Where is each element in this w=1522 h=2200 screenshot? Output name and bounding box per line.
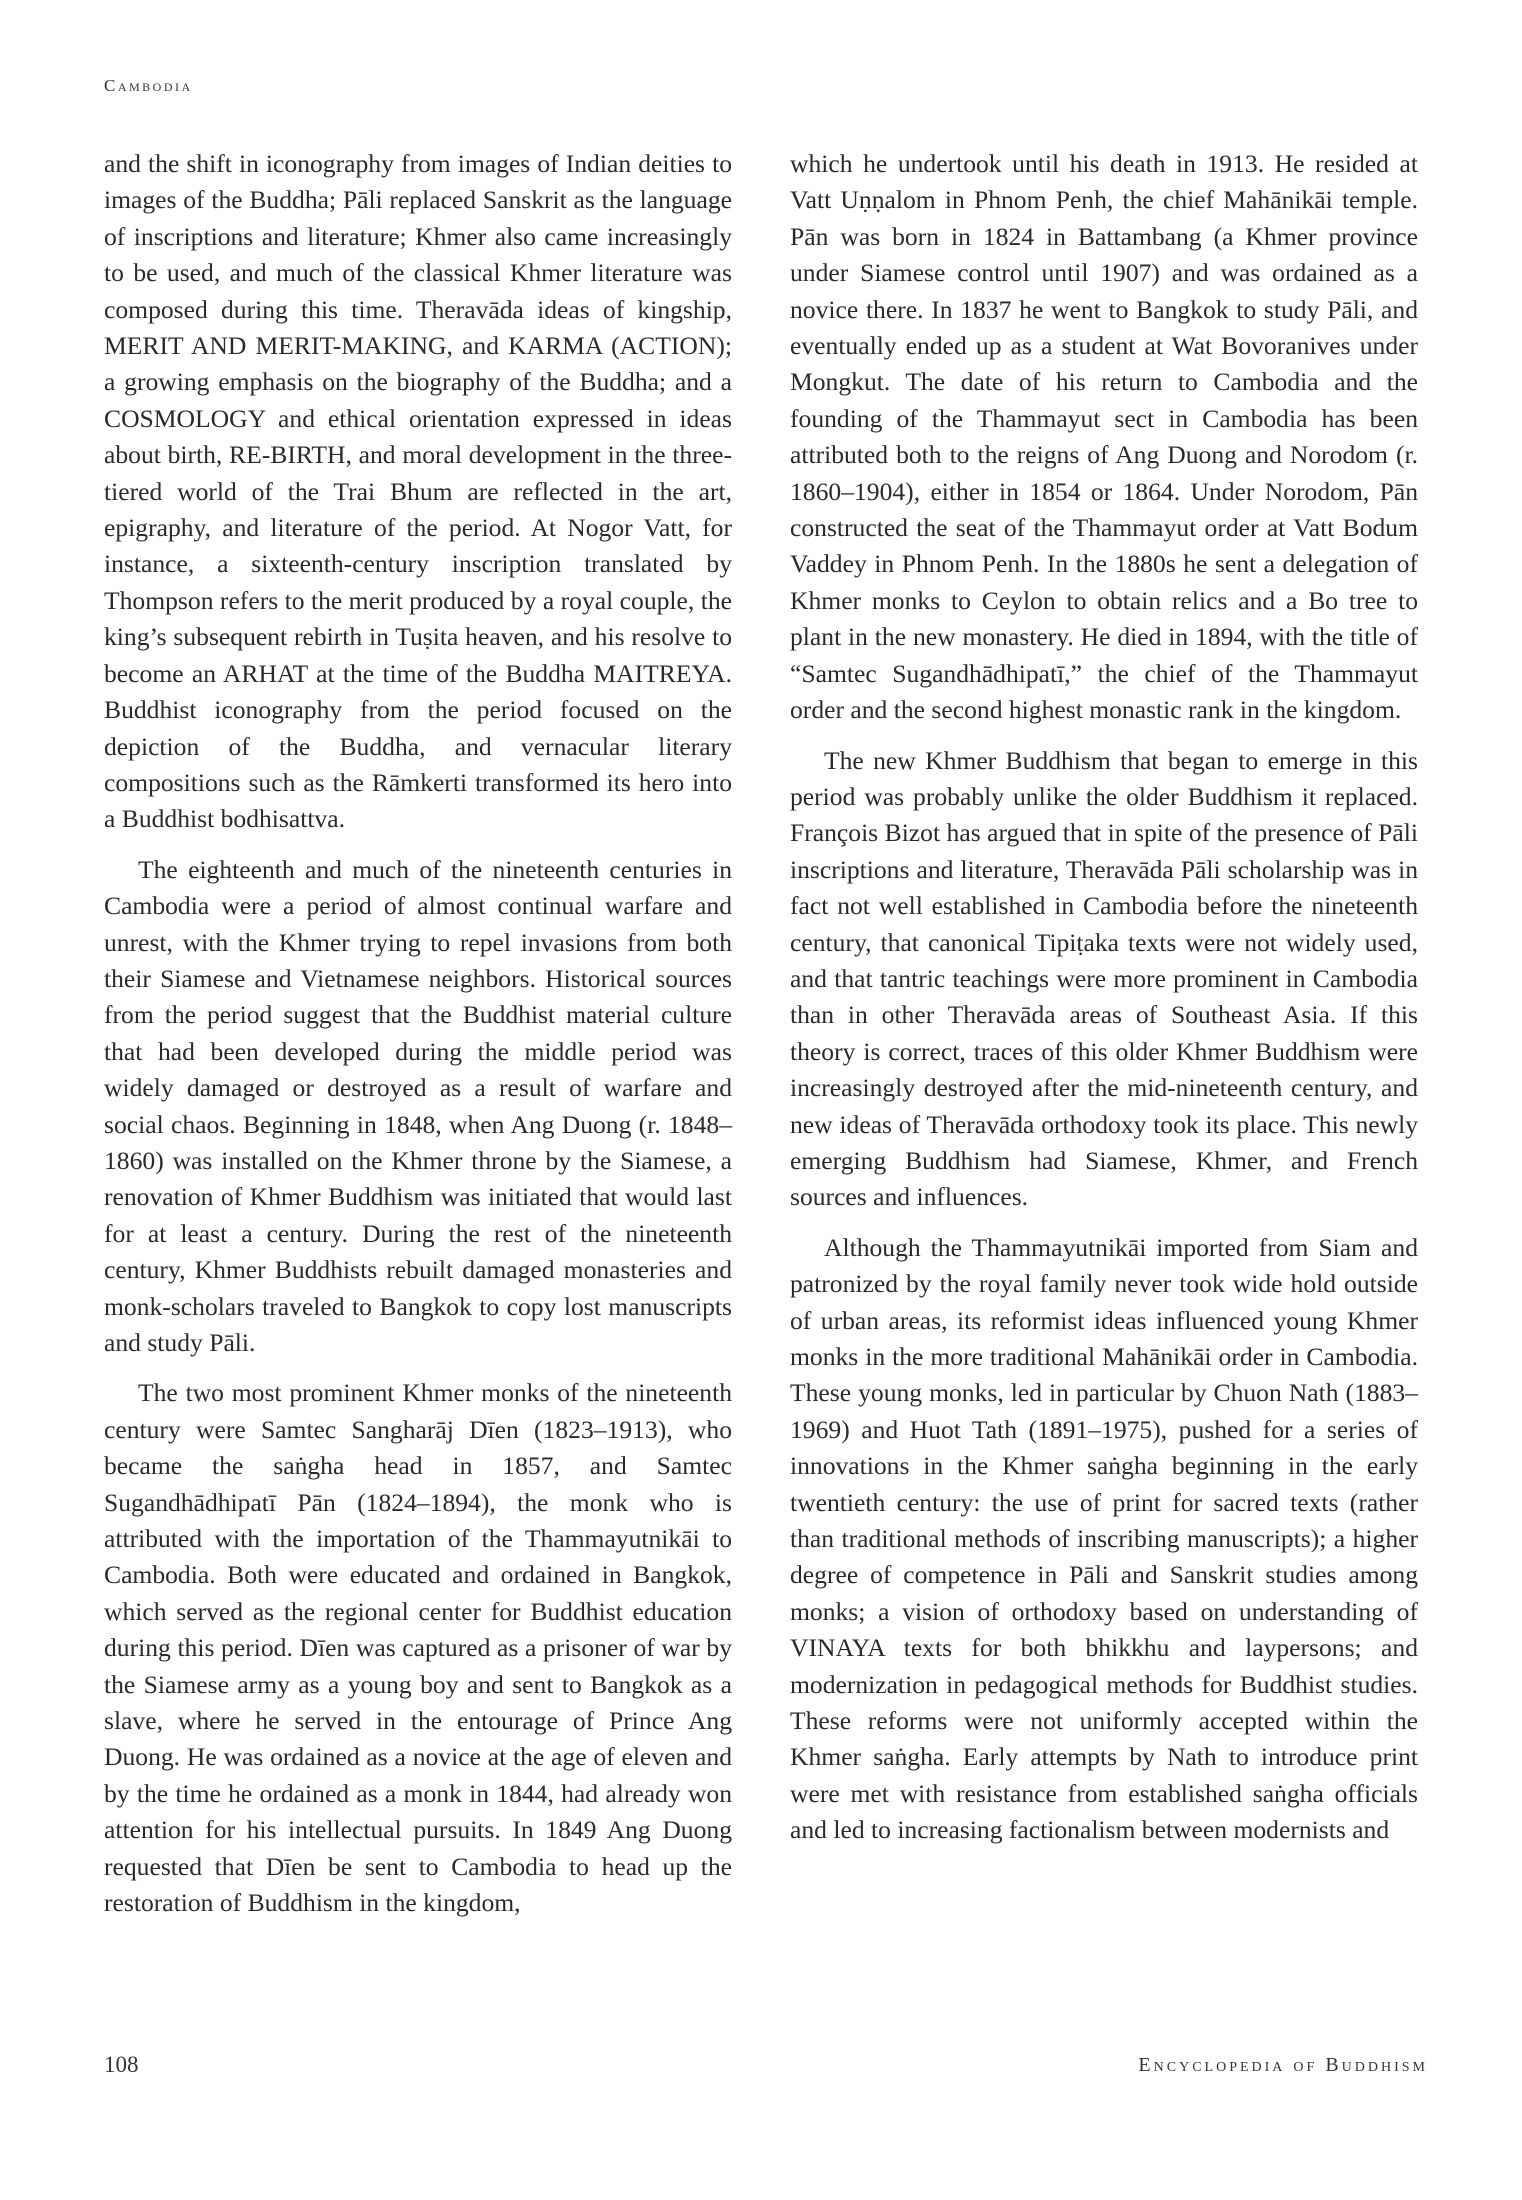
paragraph: The two most prominent Khmer monks of the nineteenth century were Samtec Sangharāj Dīen (1823–1913), who became the saṅgha head in 1857, and Samtec Sugandhādhipatī Pān (1824–1894), the monk who is attributed with the importation of the Thammayutnikāi to Cambodia. Both were educated and ordained in Bangkok, which served as the regional center for Buddhist education during this period. Dīen was captured as a prisoner of war by the Siamese army as a young boy and sent to Bangkok as a slave, where he served in the entourage of Prince Ang Duong. He was ordained as a novice at the age of eleven and by the time he ordained as a monk in 1844, had already won attention for his intellectual pursuits. In 1849 Ang Duong requested that Dīen be sent to Cambodia to head up the restoration of Buddhism in the kingdom, xyxy=(104,1378,732,1918)
page-number: 108 xyxy=(104,2052,139,2077)
paragraph: and the shift in iconography from images of Indian deities to images of the Buddha; Pāli replaced Sanskrit as the language of inscriptions and literature; Khmer also came increasingly to be used, and much of the classical Khmer literature was composed during this time. Theravāda ideas of kingship, MERIT AND MERIT-MAKING, and KARMA (ACTION); a growing emphasis on the biography of the Buddha; and a COSMOLOGY and ethical orientation expressed in ideas about birth, RE-BIRTH, and moral development in the three-tiered world of the Trai Bhum are reflected in the art, epigraphy, and literature of the period. At Nogor Vatt, for instance, a sixteenth-century inscription translated by Thompson refers to the merit produced by a royal couple, the king’s subsequent rebirth in Tuṣita heaven, and his resolve to become an ARHAT at the time of the Buddha MAITREYA. Buddhist iconography from the period focused on the depiction of the Buddha, and vernacular literary compositions such as the Rāmkerti transformed its hero into a Buddhist bodhisattva. xyxy=(104,149,732,834)
paragraph: which he undertook until his death in 1913. He resided at Vatt Uṇṇalom in Phnom Penh, the chief Mahānikāi temple. Pān was born in 1824 in Battambang (a Khmer province under Siamese control until 1907) and was ordained as a novice there. In 1837 he went to Bangkok to study Pāli, and eventually ended up as a student at Wat Bovoranives under Mongkut. The date of his return to Cambodia and the founding of the Thammayut sect in Cambodia has been attributed both to the reigns of Ang Duong and Norodom (r. 1860–1904), either in 1854 or 1864. Under Norodom, Pān constructed the seat of the Thammayut order at Vatt Bodum Vaddey in Phnom Penh. In the 1880s he sent a delegation of Khmer monks to Ceylon to obtain relics and a Bo tree to plant in the new monastery. He died in 1894, with the title of “Samtec Sugandhādhipatī,” the chief of the Thammayut order and the second highest monastic rank in the kingdom. xyxy=(790,149,1418,725)
running-head: Cambodia xyxy=(104,76,193,95)
paragraph: The eighteenth and much of the nineteenth centuries in Cambodia were a period of almost continual warfare and unrest, with the Khmer trying to repel invasions from both their Siamese and Vietnamese neighbors. Historical sources from the period suggest that the Buddhist material culture that had been developed during the middle period was widely damaged or destroyed as a result of warfare and social chaos. Beginning in 1848, when Ang Duong (r. 1848–1860) was installed on the Khmer throne by the Siamese, a renovation of Khmer Buddhism was initiated that would last for at least a century. During the rest of the nineteenth century, Khmer Buddhists rebuilt damaged monasteries and monk-scholars traveled to Bangkok to copy lost manuscripts and study Pāli. xyxy=(104,854,732,1357)
paragraph: The new Khmer Buddhism that began to emerge in this period was probably unlike the older Buddhism it replaced. François Bizot has argued that in spite of the presence of Pāli inscriptions and literature, Theravāda Pāli scholarship was in fact not well established in Cambodia before the nineteenth century, that canonical Tipiṭaka texts were not widely used, and that tantric teachings were more prominent in Cambodia than in other Theravāda areas of Southeast Asia. If this theory is correct, traces of this older Khmer Buddhism were increasingly destroyed after the mid-nineteenth century, and new ideas of Theravāda orthodoxy took its place. This newly emerging Buddhism had Siamese, Khmer, and French sources and influences. xyxy=(790,745,1418,1212)
paragraph: Although the Thammayutnikāi imported from Siam and patronized by the royal family never took wide hold outside of urban areas, its reformist ideas influenced young Khmer monks in the more traditional Mahānikāi order in Cambodia. These young monks, led in particular by Chuon Nath (1883–1969) and Huot Tath (1891–1975), pushed for a series of innovations in the Khmer saṅgha beginning in the early twentieth century: the use of print for sacred texts (rather than traditional methods of inscribing manuscripts); a higher degree of competence in Pāli and Sanskrit studies among monks; a vision of orthodoxy based on understanding of VINAYA texts for both bhikkhu and laypersons; and modernization in pedagogical methods for Buddhist studies. These reforms were not uniformly accepted within the Khmer saṅgha. Early attempts by Nath to introduce print were met with resistance from established saṅgha officials and led to increasing factionalism between modernists and xyxy=(790,1232,1418,1845)
book-title: Encyclopedia of Buddhism xyxy=(1138,2054,1428,2076)
right-column xyxy=(790,146,1418,1849)
left-column xyxy=(104,146,732,1922)
